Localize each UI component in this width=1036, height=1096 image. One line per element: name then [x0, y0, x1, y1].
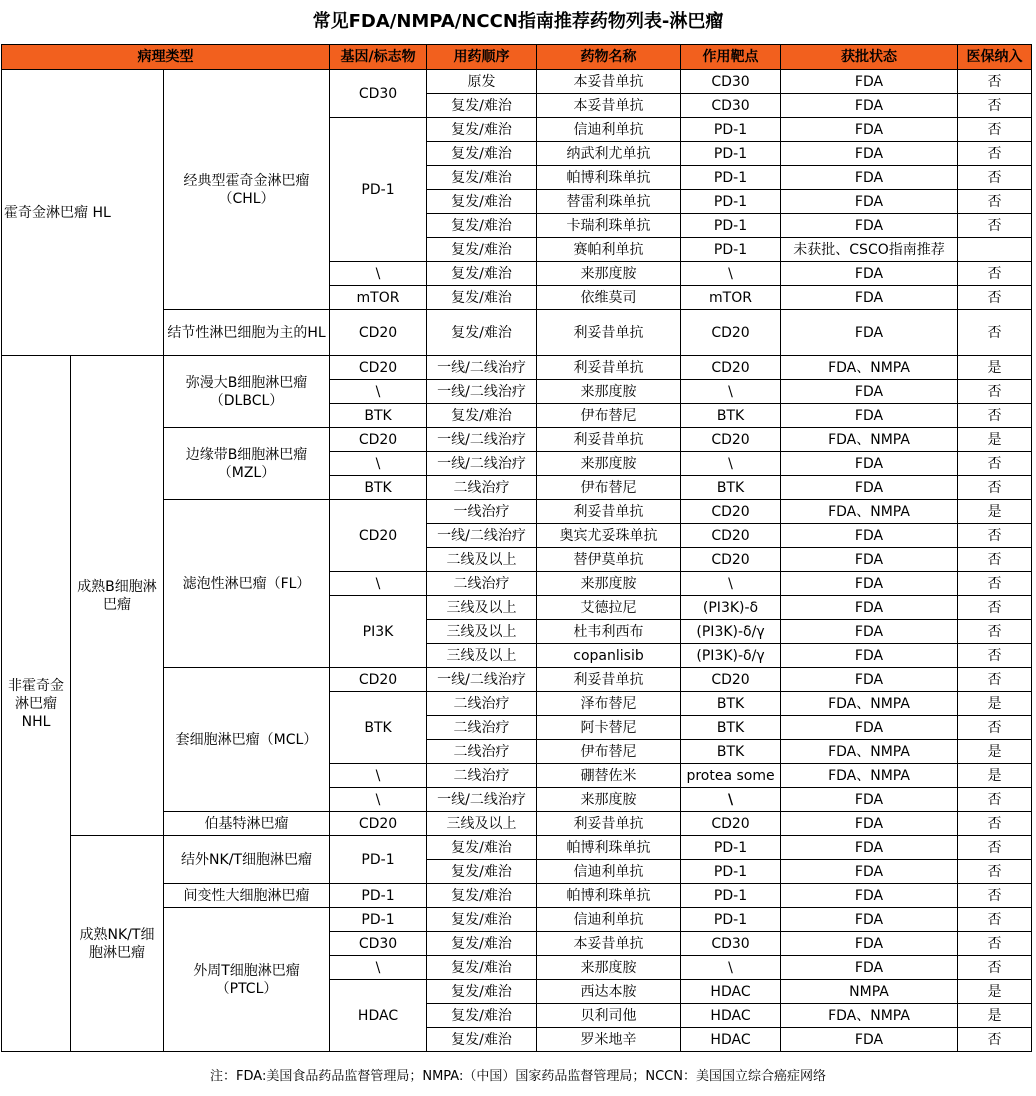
cell-approval: FDA: [781, 644, 958, 668]
cell-insurance: 否: [958, 214, 1032, 238]
cell-order: 二线治疗: [427, 716, 537, 740]
cell-approval: FDA: [781, 94, 958, 118]
cell-insurance: 否: [958, 668, 1032, 692]
subtype-ptcl: 外周T细胞淋巴瘤（PTCL）: [164, 908, 330, 1052]
cell-target: \: [681, 788, 781, 812]
cell-approval: FDA: [781, 214, 958, 238]
cell-order: 二线治疗: [427, 476, 537, 500]
cell-target: CD20: [681, 812, 781, 836]
cell-target: CD20: [681, 428, 781, 452]
cell-drug: 信迪利单抗: [537, 860, 681, 884]
subtype-dlbcl: 弥漫大B细胞淋巴瘤（DLBCL）: [164, 356, 330, 428]
marker: PD-1: [330, 908, 427, 932]
cell-approval: FDA: [781, 860, 958, 884]
subtype-burkitt: 伯基特淋巴瘤: [164, 812, 330, 836]
cell-insurance: 否: [958, 908, 1032, 932]
cell-insurance: [958, 238, 1032, 262]
cell-drug: 伊布替尼: [537, 404, 681, 428]
subtype-fl: 滤泡性淋巴瘤（FL）: [164, 500, 330, 668]
cell-insurance: 否: [958, 596, 1032, 620]
subtype-nlphl: 结节性淋巴细胞为主的HL: [164, 310, 330, 356]
cell-order: 复发/难治: [427, 190, 537, 214]
cell-approval: FDA: [781, 452, 958, 476]
subtype-enkt: 结外NK/T细胞淋巴瘤: [164, 836, 330, 884]
cell-insurance: 否: [958, 118, 1032, 142]
cell-order: 一线/二线治疗: [427, 524, 537, 548]
cell-target: \: [681, 262, 781, 286]
cell-approval: FDA: [781, 548, 958, 572]
marker: mTOR: [330, 286, 427, 310]
cell-target: PD-1: [681, 190, 781, 214]
cell-target: \: [681, 572, 781, 596]
cell-insurance: 否: [958, 956, 1032, 980]
cell-approval: FDA: [781, 262, 958, 286]
marker: PD-1: [330, 118, 427, 262]
header-pathology: 病理类型: [2, 45, 330, 70]
table-header-row: [2, 45, 1032, 70]
cell-order: 复发/难治: [427, 94, 537, 118]
footnote: 注：FDA:美国食品药品监督管理局；NMPA:（中国）国家药品监督管理局；NCCN：美国国立综合癌症网络: [210, 1069, 826, 1084]
cell-insurance: 否: [958, 476, 1032, 500]
marker: PD-1: [330, 884, 427, 908]
cell-drug: 本妥昔单抗: [537, 70, 681, 94]
cell-target: PD-1: [681, 166, 781, 190]
cell-target: PD-1: [681, 908, 781, 932]
marker: \: [330, 956, 427, 980]
cell-order: 复发/难治: [427, 932, 537, 956]
marker: \: [330, 262, 427, 286]
cell-insurance: 否: [958, 812, 1032, 836]
marker: CD20: [330, 428, 427, 452]
cell-drug: 来那度胺: [537, 452, 681, 476]
cell-drug: 本妥昔单抗: [537, 932, 681, 956]
cell-insurance: 否: [958, 884, 1032, 908]
cell-approval: FDA: [781, 404, 958, 428]
cell-target: (PI3K)-δ/γ: [681, 620, 781, 644]
cell-approval: FDA: [781, 166, 958, 190]
cell-order: 一线/二线治疗: [427, 668, 537, 692]
cell-order: 二线及以上: [427, 548, 537, 572]
marker: HDAC: [330, 980, 427, 1052]
cell-order: 三线及以上: [427, 644, 537, 668]
cell-drug: 西达本胺: [537, 980, 681, 1004]
cell-target: HDAC: [681, 1028, 781, 1052]
marker: PD-1: [330, 836, 427, 884]
header-biomarker: 基因/标志物: [330, 45, 427, 70]
cell-drug: 依维莫司: [537, 286, 681, 310]
cell-insurance: 否: [958, 524, 1032, 548]
cell-drug: 来那度胺: [537, 262, 681, 286]
cell-order: 复发/难治: [427, 118, 537, 142]
cell-order: 三线及以上: [427, 596, 537, 620]
cell-order: 三线及以上: [427, 812, 537, 836]
cell-order: 复发/难治: [427, 980, 537, 1004]
cell-approval: FDA、NMPA: [781, 692, 958, 716]
group-hl: 霍奇金淋巴瘤 HL: [2, 70, 164, 356]
cell-target: protea some: [681, 764, 781, 788]
cell-insurance: 否: [958, 548, 1032, 572]
group-nhl: 非霍奇金淋巴瘤 NHL: [2, 356, 71, 1052]
cell-target: \: [681, 380, 781, 404]
cell-insurance: 是: [958, 740, 1032, 764]
cell-order: 复发/难治: [427, 262, 537, 286]
cell-drug: 信迪利单抗: [537, 908, 681, 932]
cell-approval: FDA: [781, 884, 958, 908]
cell-order: 一线/二线治疗: [427, 452, 537, 476]
cell-drug: 利妥昔单抗: [537, 500, 681, 524]
cell-order: 复发/难治: [427, 884, 537, 908]
cell-approval: FDA、NMPA: [781, 428, 958, 452]
cell-drug: 杜韦利西布: [537, 620, 681, 644]
cell-drug: 替伊莫单抗: [537, 548, 681, 572]
cell-insurance: 是: [958, 1004, 1032, 1028]
cell-order: 一线/二线治疗: [427, 788, 537, 812]
cell-insurance: 否: [958, 94, 1032, 118]
cell-insurance: 否: [958, 860, 1032, 884]
cell-order: 复发/难治: [427, 310, 537, 356]
marker: CD20: [330, 356, 427, 380]
cell-order: 复发/难治: [427, 1004, 537, 1028]
cell-insurance: 否: [958, 788, 1032, 812]
cell-drug: 帕博利珠单抗: [537, 166, 681, 190]
cell-target: HDAC: [681, 1004, 781, 1028]
cell-insurance: 否: [958, 932, 1032, 956]
cell-drug: 本妥昔单抗: [537, 94, 681, 118]
cell-order: 复发/难治: [427, 1028, 537, 1052]
marker: BTK: [330, 404, 427, 428]
cell-order: 复发/难治: [427, 956, 537, 980]
cell-target: BTK: [681, 716, 781, 740]
cell-order: 三线及以上: [427, 620, 537, 644]
cell-order: 复发/难治: [427, 166, 537, 190]
cell-approval: FDA: [781, 190, 958, 214]
cell-insurance: 否: [958, 262, 1032, 286]
cell-target: BTK: [681, 404, 781, 428]
cell-target: CD30: [681, 932, 781, 956]
cell-approval: FDA: [781, 908, 958, 932]
cell-approval: FDA: [781, 788, 958, 812]
cell-insurance: 否: [958, 644, 1032, 668]
cell-approval: FDA: [781, 596, 958, 620]
cell-approval: FDA: [781, 524, 958, 548]
cell-drug: 利妥昔单抗: [537, 428, 681, 452]
cell-approval: NMPA: [781, 980, 958, 1004]
cell-target: BTK: [681, 692, 781, 716]
cell-order: 二线治疗: [427, 692, 537, 716]
cell-order: 复发/难治: [427, 214, 537, 238]
cell-drug: 信迪利单抗: [537, 118, 681, 142]
cell-insurance: 否: [958, 70, 1032, 94]
cell-target: PD-1: [681, 238, 781, 262]
marker: CD20: [330, 310, 427, 356]
cell-drug: 艾德拉尼: [537, 596, 681, 620]
group-mature-b: 成熟B细胞淋巴瘤: [71, 356, 164, 836]
marker: CD20: [330, 500, 427, 572]
cell-target: \: [681, 956, 781, 980]
cell-drug: 来那度胺: [537, 956, 681, 980]
cell-insurance: 否: [958, 142, 1032, 166]
cell-approval: 未获批、CSCO指南推荐: [781, 238, 958, 262]
cell-order: 复发/难治: [427, 908, 537, 932]
cell-drug: 卡瑞利珠单抗: [537, 214, 681, 238]
cell-target: PD-1: [681, 118, 781, 142]
cell-drug: 硼替佐米: [537, 764, 681, 788]
table-row: [2, 70, 1032, 94]
cell-approval: FDA、NMPA: [781, 500, 958, 524]
cell-drug: 罗米地辛: [537, 1028, 681, 1052]
marker: CD20: [330, 812, 427, 836]
header-approval: 获批状态: [781, 45, 958, 70]
cell-order: 复发/难治: [427, 238, 537, 262]
cell-target: (PI3K)-δ/γ: [681, 644, 781, 668]
cell-approval: FDA: [781, 70, 958, 94]
cell-drug: 来那度胺: [537, 788, 681, 812]
header-target: 作用靶点: [681, 45, 781, 70]
cell-insurance: 否: [958, 404, 1032, 428]
marker: \: [330, 572, 427, 596]
cell-target: HDAC: [681, 980, 781, 1004]
cell-target: PD-1: [681, 836, 781, 860]
cell-insurance: 是: [958, 692, 1032, 716]
cell-order: 一线治疗: [427, 500, 537, 524]
cell-order: 二线治疗: [427, 764, 537, 788]
cell-approval: FDA: [781, 812, 958, 836]
cell-approval: FDA: [781, 1028, 958, 1052]
cell-insurance: 否: [958, 572, 1032, 596]
cell-approval: FDA、NMPA: [781, 764, 958, 788]
marker: \: [330, 452, 427, 476]
cell-target: CD20: [681, 310, 781, 356]
cell-insurance: 否: [958, 310, 1032, 356]
cell-insurance: 否: [958, 452, 1032, 476]
header-insurance: 医保纳入: [958, 45, 1032, 70]
marker: CD30: [330, 932, 427, 956]
cell-target: CD20: [681, 356, 781, 380]
marker: BTK: [330, 692, 427, 764]
header-order: 用药顺序: [427, 45, 537, 70]
cell-approval: FDA: [781, 620, 958, 644]
cell-target: mTOR: [681, 286, 781, 310]
cell-insurance: 是: [958, 356, 1032, 380]
subtype-mcl: 套细胞淋巴瘤（MCL）: [164, 668, 330, 812]
cell-order: 原发: [427, 70, 537, 94]
cell-drug: 利妥昔单抗: [537, 310, 681, 356]
cell-target: (PI3K)-δ: [681, 596, 781, 620]
marker: BTK: [330, 476, 427, 500]
cell-target: CD20: [681, 668, 781, 692]
cell-insurance: 否: [958, 286, 1032, 310]
cell-order: 复发/难治: [427, 836, 537, 860]
cell-drug: 赛帕利单抗: [537, 238, 681, 262]
marker: PI3K: [330, 596, 427, 668]
cell-order: 复发/难治: [427, 404, 537, 428]
cell-insurance: 是: [958, 980, 1032, 1004]
cell-target: PD-1: [681, 214, 781, 238]
cell-insurance: 否: [958, 716, 1032, 740]
cell-approval: FDA: [781, 572, 958, 596]
cell-approval: FDA: [781, 286, 958, 310]
cell-drug: 帕博利珠单抗: [537, 836, 681, 860]
cell-order: 复发/难治: [427, 286, 537, 310]
cell-approval: FDA、NMPA: [781, 1004, 958, 1028]
subtype-chl: 经典型霍奇金淋巴瘤（CHL）: [164, 70, 330, 310]
cell-insurance: 是: [958, 764, 1032, 788]
cell-approval: FDA、NMPA: [781, 740, 958, 764]
cell-approval: FDA: [781, 118, 958, 142]
cell-approval: FDA: [781, 836, 958, 860]
cell-drug: 泽布替尼: [537, 692, 681, 716]
cell-approval: FDA: [781, 956, 958, 980]
cell-drug: 纳武利尤单抗: [537, 142, 681, 166]
cell-order: 一线/二线治疗: [427, 380, 537, 404]
subtype-alcl: 间变性大细胞淋巴瘤: [164, 884, 330, 908]
cell-insurance: 否: [958, 380, 1032, 404]
cell-target: BTK: [681, 740, 781, 764]
cell-order: 二线治疗: [427, 740, 537, 764]
cell-drug: 利妥昔单抗: [537, 812, 681, 836]
cell-drug: 利妥昔单抗: [537, 668, 681, 692]
cell-target: CD20: [681, 524, 781, 548]
cell-approval: FDA: [781, 476, 958, 500]
group-mature-nkt: 成熟NK/T细胞淋巴瘤: [71, 836, 164, 1052]
page-title: 常见FDA/NMPA/NCCN指南推荐药物列表-淋巴瘤: [312, 11, 724, 32]
cell-drug: 奥宾尤妥珠单抗: [537, 524, 681, 548]
cell-approval: FDA: [781, 142, 958, 166]
cell-order: 复发/难治: [427, 142, 537, 166]
cell-approval: FDA: [781, 668, 958, 692]
table-row: [2, 356, 1032, 380]
cell-insurance: 否: [958, 836, 1032, 860]
cell-insurance: 否: [958, 620, 1032, 644]
cell-drug: 阿卡替尼: [537, 716, 681, 740]
cell-order: 复发/难治: [427, 860, 537, 884]
cell-target: CD20: [681, 500, 781, 524]
cell-approval: FDA: [781, 380, 958, 404]
cell-drug: copanlisib: [537, 644, 681, 668]
cell-drug: 替雷利珠单抗: [537, 190, 681, 214]
table-row: [2, 836, 1032, 860]
subtype-mzl: 边缘带B细胞淋巴瘤（MZL）: [164, 428, 330, 500]
drug-table: [1, 44, 1032, 1052]
cell-target: PD-1: [681, 142, 781, 166]
cell-drug: 来那度胺: [537, 380, 681, 404]
cell-approval: FDA: [781, 310, 958, 356]
cell-insurance: 否: [958, 1028, 1032, 1052]
marker: CD30: [330, 70, 427, 118]
cell-drug: 伊布替尼: [537, 740, 681, 764]
cell-order: 二线治疗: [427, 572, 537, 596]
header-drug: 药物名称: [537, 45, 681, 70]
cell-drug: 利妥昔单抗: [537, 356, 681, 380]
marker: \: [330, 764, 427, 788]
cell-approval: FDA: [781, 932, 958, 956]
cell-drug: 伊布替尼: [537, 476, 681, 500]
cell-target: PD-1: [681, 884, 781, 908]
cell-insurance: 是: [958, 428, 1032, 452]
marker: \: [330, 788, 427, 812]
cell-insurance: 是: [958, 500, 1032, 524]
cell-target: CD20: [681, 548, 781, 572]
cell-order: 一线/二线治疗: [427, 428, 537, 452]
marker: \: [330, 380, 427, 404]
cell-target: \: [681, 452, 781, 476]
marker: CD20: [330, 668, 427, 692]
cell-approval: FDA、NMPA: [781, 356, 958, 380]
cell-target: PD-1: [681, 860, 781, 884]
cell-target: BTK: [681, 476, 781, 500]
cell-drug: 帕博利珠单抗: [537, 884, 681, 908]
cell-insurance: 否: [958, 166, 1032, 190]
cell-drug: 贝利司他: [537, 1004, 681, 1028]
cell-order: 一线/二线治疗: [427, 356, 537, 380]
cell-drug: 来那度胺: [537, 572, 681, 596]
cell-insurance: 否: [958, 190, 1032, 214]
cell-approval: FDA: [781, 716, 958, 740]
cell-target: CD30: [681, 70, 781, 94]
cell-target: CD30: [681, 94, 781, 118]
